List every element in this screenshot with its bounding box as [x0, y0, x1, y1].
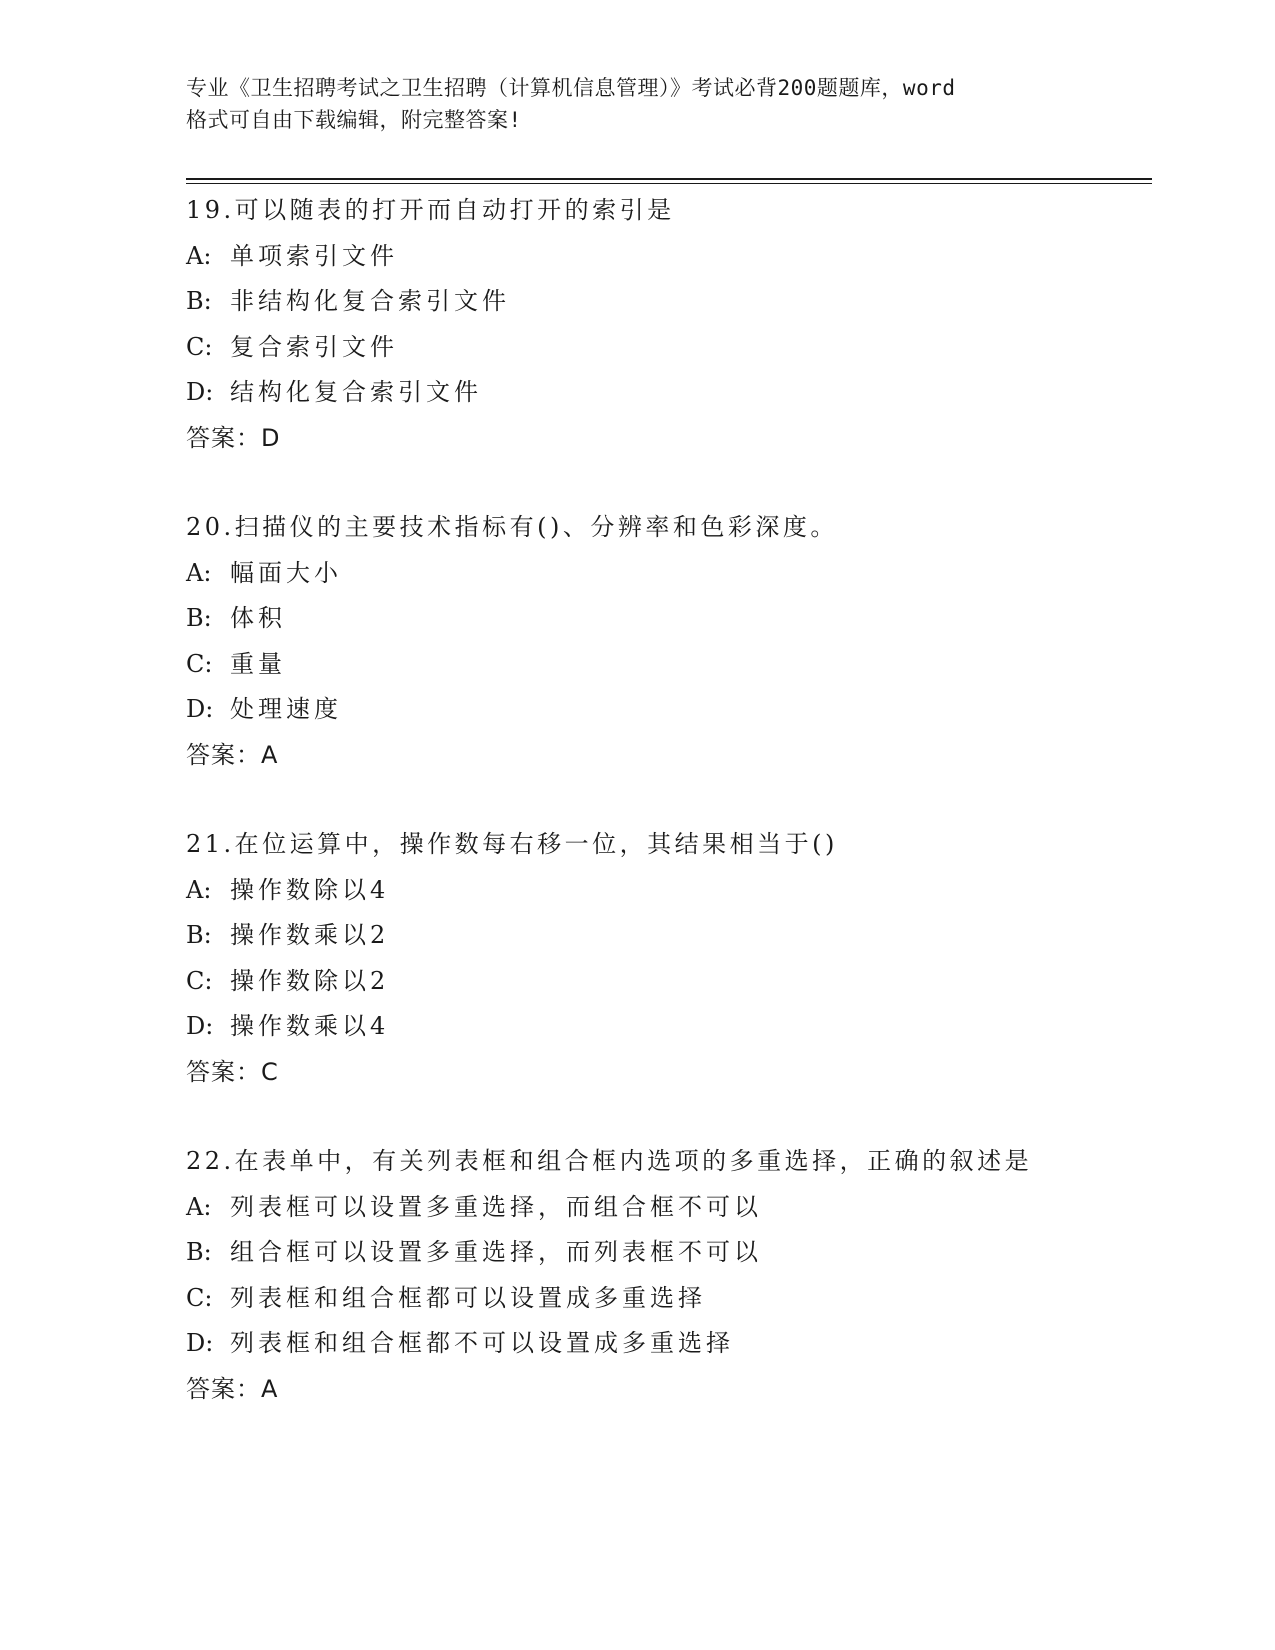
answer-line: 答案：C: [186, 1057, 279, 1086]
option-text: 操作数除以2: [230, 966, 390, 995]
question-block-20: [186, 505, 1152, 778]
question-stem: 19.可以随表的打开而自动打开的索引是: [186, 196, 675, 224]
option-b: [186, 913, 1152, 959]
option-c: [186, 642, 1152, 688]
option-text: 非结构化复合索引文件: [230, 287, 510, 315]
option-letter: A:: [186, 1192, 212, 1221]
question-stem: 22.在表单中，有关列表框和组合框内选项的多重选择，正确的叙述是: [186, 1147, 1033, 1175]
question-block-22: [186, 1139, 1152, 1412]
option-text: 处理速度: [230, 695, 342, 723]
question-block-19: [186, 188, 1152, 461]
option-text: 操作数乘以4: [230, 1012, 390, 1040]
option-d: [186, 370, 1152, 416]
header-divider-thick: [186, 178, 1152, 180]
option-letter: C:: [186, 966, 213, 995]
question-block-21: [186, 822, 1152, 1095]
option-letter: D:: [186, 1012, 214, 1040]
option-text: 幅面大小: [230, 558, 342, 587]
header-line-2: 格式可自由下载编辑，附完整答案!: [186, 108, 522, 132]
option-letter: B:: [186, 1238, 212, 1266]
option-c: [186, 1276, 1152, 1322]
option-b: [186, 279, 1152, 325]
answer-line: 答案：A: [186, 740, 279, 769]
option-text: 组合框可以设置多重选择，而列表框不可以: [230, 1238, 762, 1266]
option-letter: D:: [186, 695, 214, 723]
option-letter: B:: [186, 921, 212, 949]
option-text: 复合索引文件: [230, 332, 398, 361]
option-text: 操作数除以4: [230, 875, 390, 904]
header-line-1: 专业《卫生招聘考试之卫生招聘（计算机信息管理）》考试必背200题题库，word: [186, 76, 956, 100]
option-letter: A:: [186, 241, 212, 270]
option-d: [186, 687, 1152, 733]
option-a: [186, 551, 1152, 597]
option-letter: C:: [186, 1283, 213, 1312]
option-text: 体积: [230, 604, 286, 632]
option-text: 列表框和组合框都可以设置成多重选择: [230, 1283, 706, 1312]
option-letter: D:: [186, 1329, 214, 1357]
answer-line: 答案：A: [186, 1374, 279, 1403]
option-b: [186, 596, 1152, 642]
option-letter: A:: [186, 875, 212, 904]
option-d: [186, 1321, 1152, 1367]
header-divider-thin: [186, 183, 1152, 184]
option-text: 操作数乘以2: [230, 921, 390, 949]
question-stem: 20.扫描仪的主要技术指标有()、分辨率和色彩深度。: [186, 513, 838, 541]
option-c: [186, 959, 1152, 1005]
option-a: [186, 868, 1152, 914]
option-text: 列表框可以设置多重选择，而组合框不可以: [230, 1192, 762, 1221]
option-text: 列表框和组合框都不可以设置成多重选择: [230, 1329, 734, 1357]
answer-line: 答案：D: [186, 423, 281, 452]
option-d: [186, 1004, 1152, 1050]
option-text: 重量: [230, 649, 286, 678]
option-a: [186, 1185, 1152, 1231]
option-c: [186, 325, 1152, 371]
option-letter: D:: [186, 378, 214, 406]
option-text: 结构化复合索引文件: [230, 378, 482, 406]
option-letter: A:: [186, 558, 212, 587]
question-stem: 21.在位运算中，操作数每右移一位，其结果相当于(): [186, 830, 838, 858]
option-letter: C:: [186, 332, 213, 361]
document-header: [186, 72, 1086, 136]
option-b: [186, 1230, 1152, 1276]
option-letter: B:: [186, 287, 212, 315]
option-letter: C:: [186, 649, 213, 678]
option-text: 单项索引文件: [230, 241, 398, 270]
option-a: [186, 234, 1152, 280]
option-letter: B:: [186, 604, 212, 632]
